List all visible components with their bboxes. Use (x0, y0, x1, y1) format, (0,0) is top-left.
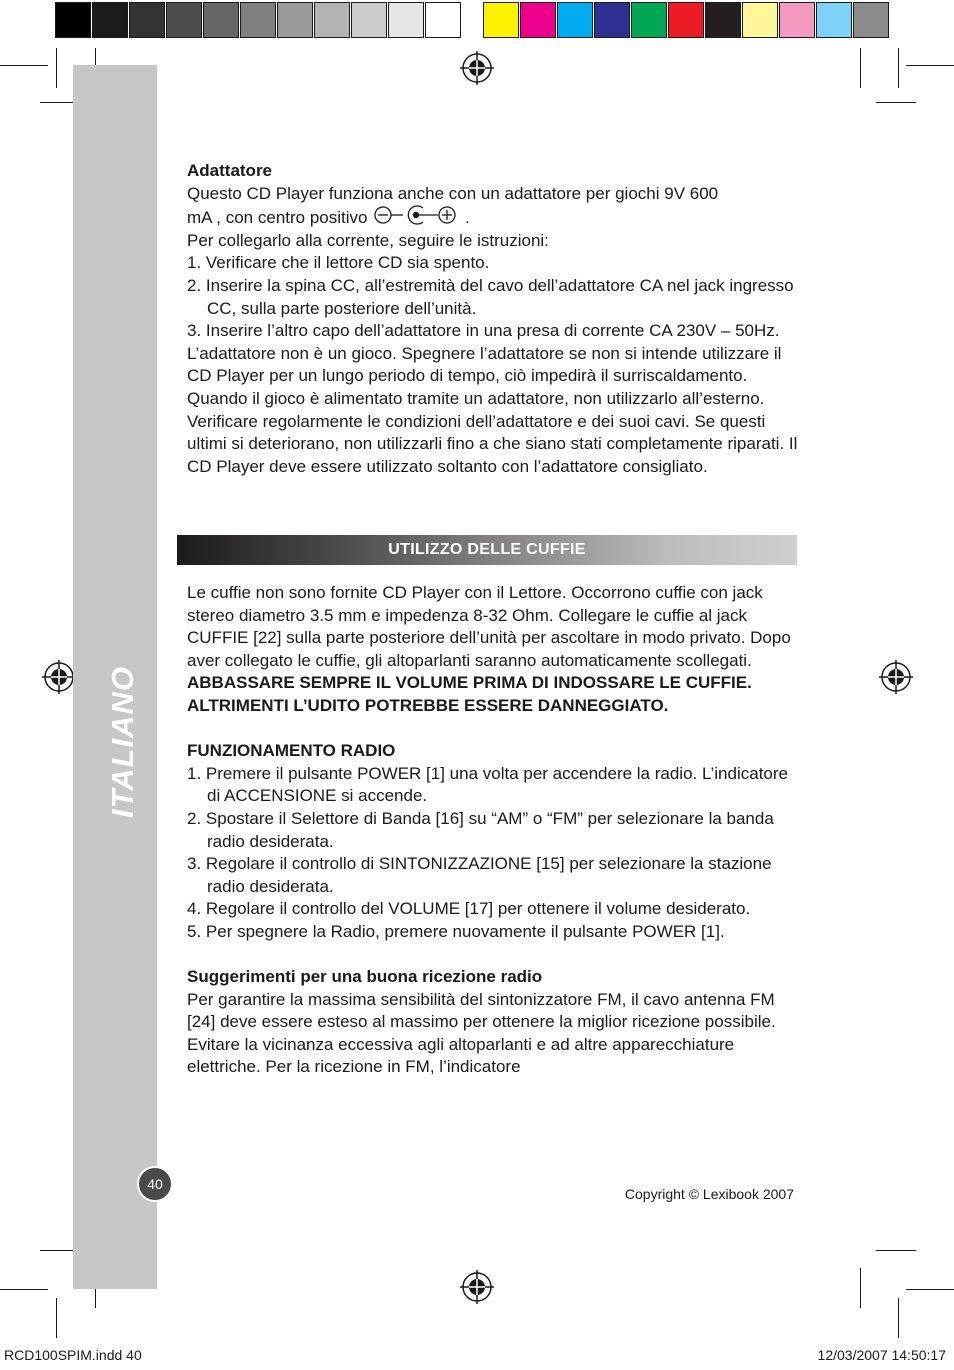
adattatore-intro-2 (187, 205, 802, 230)
slug-datetime: 12/03/2007 14:50:17 (817, 1347, 946, 1363)
spacer (187, 944, 805, 967)
crop-mark (0, 1289, 48, 1290)
color-swatch (520, 2, 556, 38)
adattatore-instructions-intro: Per collegarlo alla corrente, seguire le istruzioni: (187, 230, 549, 250)
crop-mark (56, 1298, 57, 1338)
crop-mark (56, 48, 57, 88)
radio-title: FUNZIONAMENTO RADIO (187, 741, 396, 761)
crop-mark (860, 48, 861, 88)
color-swatch (742, 2, 778, 38)
crop-mark (906, 65, 954, 66)
color-swatch (351, 2, 387, 38)
color-swatch (277, 2, 313, 38)
color-swatch (129, 2, 165, 38)
radio-step-4: 4. Regolare il controllo del VOLUME [17] per ottenere il volume desiderato. (187, 899, 751, 919)
color-swatch (203, 2, 239, 38)
registration-mark-right (879, 660, 913, 694)
radio-steps (187, 763, 805, 944)
adattatore-steps (187, 252, 802, 342)
color-swatch (388, 2, 424, 38)
crop-mark (0, 65, 48, 66)
registration-mark-bottom (460, 1270, 494, 1304)
slug-file-info: RCD100SPIM.indd 40 (4, 1347, 142, 1363)
cuffie-warning: ABBASSARE SEMPRE IL VOLUME PRIMA DI INDOSSARE LE CUFFIE. ALTRIMENTI L’UDITO POTREBBE ESSERE DANNEGGIATO. (187, 673, 752, 715)
radio-step-5: 5. Per spegnere la Radio, premere nuovamente il pulsante POWER [1]. (187, 921, 725, 941)
spacer (187, 718, 805, 741)
adattatore-warning: L’adattatore non è un gioco. Spegnere l’adattatore se non si intende utilizzare il CD Player per un lungo periodo di tempo, ciò impedirà il surriscaldamento. Quando il gioco è alimentato tramite un adattatore, non utilizzarlo all’esterno. Verificare regolarmente le condizioni dell’adattatore e dei suoi cavi. Se questi ultimi si deteriorano, non utilizzarli fino a che siano stati completamente riparati. Il CD Player deve essere utilizzato soltanto con l’adattatore consigliato. (187, 343, 798, 476)
radio-step-2: 2. Spostare il Selettore di Banda [16] su “AM” o “FM” per selezionare la banda radio desiderata. (187, 808, 774, 851)
color-swatch (55, 2, 91, 38)
registration-mark-top (460, 51, 494, 85)
radio-step-3: 3. Regolare il controllo di SINTONIZZAZIONE [15] per selezionare la stazione radio desiderata. (187, 854, 772, 896)
color-swatch (668, 2, 704, 38)
page-number-badge: 40 (137, 1166, 173, 1202)
color-swatch (705, 2, 741, 38)
color-swatch (483, 2, 519, 38)
adattatore-step-2: 2. Inserire la spina CC, all’estremità del cavo dell’adattatore CA nel jack ingresso CC, sulla parte posteriore dell’unità. (187, 275, 794, 318)
color-swatch (240, 2, 276, 38)
color-swatch (631, 2, 667, 38)
color-swatch (779, 2, 815, 38)
crop-mark (906, 1289, 954, 1290)
color-swatch (816, 2, 852, 38)
color-swatch (594, 2, 630, 38)
crop-mark (860, 1268, 861, 1308)
crop-mark (876, 1250, 916, 1251)
section-banner-cuffie: UTILIZZO DELLE CUFFIE (177, 535, 797, 565)
color-swatch (557, 2, 593, 38)
tips-title: Suggerimenti per una buona ricezione radio (187, 967, 543, 987)
crop-mark (876, 102, 916, 103)
copyright-text: Copyright © Lexibook 2007 (624, 1186, 794, 1202)
color-swatch (853, 2, 889, 38)
polarity-icon (372, 205, 460, 227)
grayscale-color-bar (55, 2, 462, 38)
tips-body: Per garantire la massima sensibilità del sintonizzatore FM, il cavo antenna FM [24] deve essere esteso al massimo per ottenere la miglior ricezione possibile. Evitare la vicinanza eccessiva agli altoparlanti e ad altre apparecchiature elettriche. Per la ricezione in FM, l’indicatore (187, 989, 776, 1077)
registration-mark-left (42, 660, 76, 694)
process-color-bar (483, 2, 890, 38)
adattatore-intro-1: Questo CD Player funziona anche con un adattatore per giochi 9V 600 (187, 183, 719, 203)
cuffie-body: Le cuffie non sono fornite CD Player con il Lettore. Occorrono cuffie con jack stereo diametro 3.5 mm e impedenza 8-32 Ohm. Collegare le cuffie al jack CUFFIE [22] sulla parte posteriore dell’unità per ascoltare in modo privato. Dopo aver collegato le cuffie, gli altoparlanti saranno automaticamente scollegati. (187, 583, 791, 670)
crop-mark (898, 1298, 899, 1338)
color-swatch (166, 2, 202, 38)
main-content (187, 160, 802, 478)
adattatore-intro-2-end: . (464, 208, 470, 228)
radio-step-1: 1. Premere il pulsante POWER [1] una volta per accendere la radio. L’indicatore di ACCENSIONE si accende. (187, 763, 788, 806)
color-swatch (92, 2, 128, 38)
adattatore-title: Adattatore (187, 161, 273, 180)
color-swatch (314, 2, 350, 38)
adattatore-step-1: 1. Verificare che il lettore CD sia spento. (187, 253, 490, 273)
adattatore-step-3: 3. Inserire l’altro capo dell’adattatore in una presa di corrente CA 230V – 50Hz. (187, 321, 780, 341)
crop-mark (898, 48, 899, 88)
color-swatch (425, 2, 461, 38)
adattatore-intro-2-text: mA , con centro positivo (187, 208, 368, 228)
main-content-lower (187, 582, 805, 1079)
language-label: ITALIANO (105, 665, 140, 819)
